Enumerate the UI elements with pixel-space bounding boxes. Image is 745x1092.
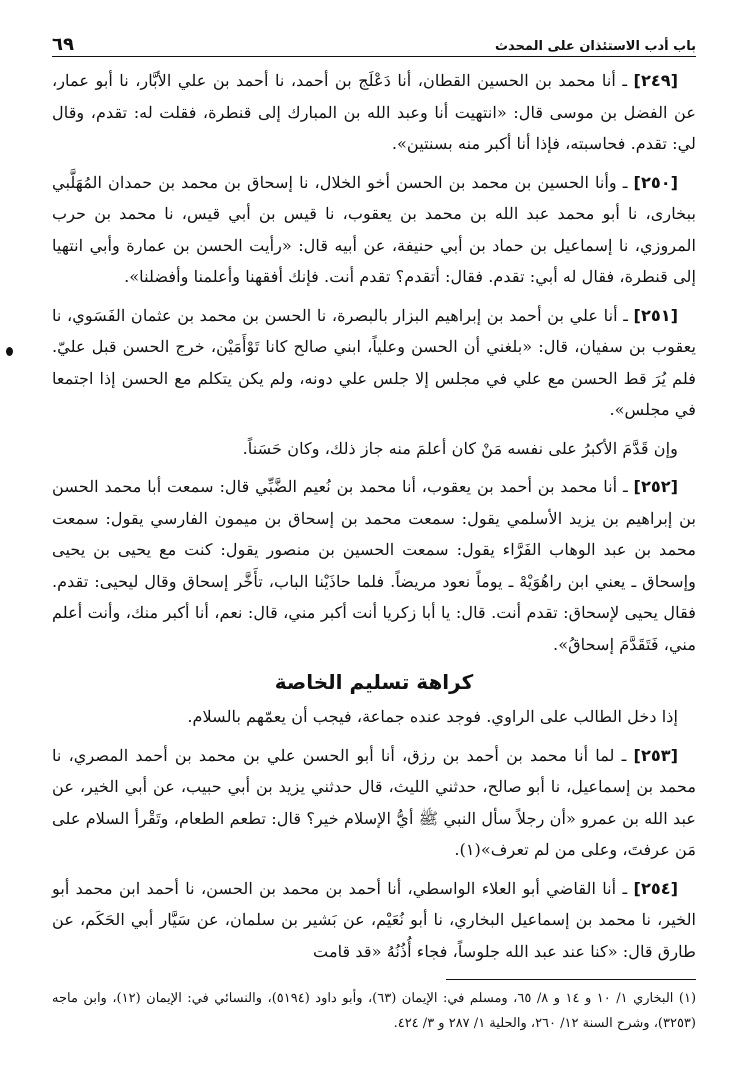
paragraph-253: [٢٥٣] ـ لما أنا محمد بن أحمد بن رزق، أنا أبو الحسن علي بن محمد بن أحمد المصري، نا محمد بن إسماعيل، نا أبو صالح، حدثني الليث، قال حدثني يزيد بن أبي حبيب، عن أبي الخير، عن عبد الله بن عمرو «أن رجلاً سأل النبي ﷺ أيُّ الإسلام خير؟ قال: تطعم الطعام، وتَقْرأ السلام على مَن عرفتَ، وعلى من لم تعرف»(١).	[52, 745, 696, 859]
paragraph-text: وإن قَدَّمَ الأكبرُ على نفسه مَنْ كان أعلمَ منه جاز ذلك، وكان حَسَناً.	[242, 438, 678, 458]
hadith-number: [٢٤٩]	[633, 71, 678, 90]
hadith-number: [٢٥٤]	[633, 878, 678, 898]
section-intro	[52, 701, 696, 733]
paragraph-249: [٢٤٩] ـ أنا محمد بن الحسين القطان، أنا دَعْلَج بن أحمد، نا أحمد بن علي الأبَّار، نا أبو عمار، عن الفضل بن موسى قال: «انتهيت أنا وعبد الله بن المبارك إلى قنطرة، فقلت له: تقدم، وقال لي: تقدم. فحاسبته، فإذا أنا أكبر منه بسنتين».	[52, 71, 696, 153]
paragraph-text: أنا القاضي أبو العلاء الواسطي، أنا أحمد بن محمد بن الحسن، نا أحمد ابن محمد أبو الخير، نا محمد بن إسماعيل البخاري، نا أبو نُعَيْم، عن بَشير بن سلمان، عن سَيَّار أبي الحَكَم، عن طارق قال: «كنا عند عبد الله جلوساً، فجاء أُذُنُهُ «قد قامت	[52, 878, 696, 961]
margin-mark	[6, 347, 13, 356]
book-page	[52, 26, 696, 1036]
paragraph-text: أنا محمد بن الحسين القطان، أنا دَعْلَج بن أحمد، نا أحمد بن علي الأبَّار، نا أبو عمار، عن الفضل بن موسى قال: «انتهيت أنا وعبد الله بن المبارك إلى قنطرة، فقلت له: تقدم، وقال لي: تقدم. فحاسبته، فإذا أنا أكبر منه بسنتين».	[52, 71, 696, 153]
paragraph-254: [٢٥٤] ـ أنا القاضي أبو العلاء الواسطي، أنا أحمد بن محمد بن الحسن، نا أحمد ابن محمد أبو الخير، نا محمد بن إسماعيل البخاري، نا أبو نُعَيْم، عن بَشير بن سلمان، عن سَيَّار أبي الحَكَم، عن طارق قال: «كنا عند عبد الله جلوساً، فجاء أُذُنُهُ «قد قامت	[52, 878, 696, 961]
paragraph-text: أنا علي بن أحمد بن إبراهيم البزار بالبصرة، نا الحسن بن محمد بن عثمان الفَسَوي، نا يعقوب بن سفيان، قال: «بلغني أن الحسن وعلياً، ابني صالح كانا تَوْأَمَيْن، خرج الحسن قبل عليّ. فلم يُرَ قط الحسن مع علي في مجلس إلا جلس علي دونه، ولم يكن يتكلم مع الحسن إذا اجتمعا في مجلس».	[52, 305, 696, 419]
commentary-paragraph	[52, 433, 696, 465]
paragraph-text: إذا دخل الطالب على الراوي. فوجد عنده جماعة، فيجب أن يعمّهم بالسلام.	[187, 707, 678, 726]
hadith-number: [٢٥١]	[633, 305, 678, 325]
running-title: باب أدب الاستئذان على المحدث	[494, 39, 696, 54]
hadith-number: [٢٥٣]	[633, 745, 678, 765]
paragraph-252: [٢٥٢] ـ أنا محمد بن أحمد بن يعقوب، أنا محمد بن نُعيم الضَّبِّي قال: سمعت أبا محمد الحسن بن إبراهيم بن يزيد الأسلمي يقول: سمعت محمد بن إسحاق بن ميمون الفارسي يقول: سمعت محمد بن عبد الوهاب الفَرَّاء يقول: سمعت الحسين بن منصور يقول: كنت مع يحيى بن يحيى وإسحاق ـ يعني ابن راهُوَيْهْ ـ يوماً نعود مريضاً. فلما حاذَيْنا الباب، تأَخَّر إسحاق وقال ليحيى: تقدم. فقال يحيى لإسحاق: تقدم أنت. قال: يا أبا زكريا أنت أكبر مني، قال: نعم، أنا أكبر منك، وأنت أعلم مني، فَتَقَدَّمَ إسحاقُ».	[52, 477, 696, 654]
hadith-number: [٢٥٠]	[633, 172, 678, 192]
paragraph-text: وأنا الحسين بن محمد بن الحسن أخو الخلال، نا إسحاق بن محمد بن حمدان المُهَلَّبي ببخارى، نا أبو محمد عبد الله بن محمد بن يعقوب، نا قيس بن أبي قيس، نا محمد بن حرب المروزي، نا إسماعيل بن حماد بن أبي حنيفة، عن أبيه قال: «رأيت الحسن بن عمارة وأبي انتهيا إلى قنطرة، فقال له أبي: تقدم. فقال: أتقدم؟ تقدم أنت. فإنك أفقهنا وأعلمنا وأفضلنا».	[52, 172, 696, 286]
hadith-number: [٢٥٢]	[633, 477, 678, 496]
footnote-divider	[446, 979, 696, 980]
paragraph-text: لما أنا محمد بن أحمد بن رزق، أنا أبو الحسن علي بن محمد بن أحمد المصري، نا محمد بن إسماعيل، نا أبو صالح، حدثني الليث، قال حدثني يزيد بن أبي حبيب، عن أبي الخير، عن عبد الله بن عمرو «أن رجلاً سأل النبي ﷺ أيُّ الإسلام خير؟ قال: تطعم الطعام، وتَقْرأ السلام على مَن عرفتَ، وعلى من لم تعرف»(١).	[52, 745, 696, 859]
paragraph-250: [٢٥٠] ـ وأنا الحسين بن محمد بن الحسن أخو الخلال، نا إسحاق بن محمد بن حمدان المُهَلَّبي ببخارى، نا أبو محمد عبد الله بن محمد بن يعقوب، نا قيس بن أبي قيس، نا محمد بن حرب المروزي، نا إسماعيل بن حماد بن أبي حنيفة، عن أبيه قال: «رأيت الحسن بن عمارة وأبي انتهيا إلى قنطرة، فقال له أبي: تقدم. فقال: أتقدم؟ تقدم أنت. فإنك أفقهنا وأعلمنا وأفضلنا».	[52, 172, 696, 286]
paragraph-251: [٢٥١] ـ أنا علي بن أحمد بن إبراهيم البزار بالبصرة، نا الحسن بن محمد بن عثمان الفَسَوي، نا يعقوب بن سفيان، قال: «بلغني أن الحسن وعلياً، ابني صالح كانا تَوْأَمَيْن، خرج الحسن قبل عليّ. فلم يُرَ قط الحسن مع علي في مجلس إلا جلس علي دونه، ولم يكن يتكلم مع الحسن إذا اجتمعا في مجلس».	[52, 305, 696, 419]
running-header	[52, 26, 696, 57]
paragraph-text: أنا محمد بن أحمد بن يعقوب، أنا محمد بن نُعيم الضَّبِّي قال: سمعت أبا محمد الحسن بن إبراهيم بن يزيد الأسلمي يقول: سمعت محمد بن إسحاق بن ميمون الفارسي يقول: سمعت محمد بن عبد الوهاب الفَرَّاء يقول: سمعت الحسين بن منصور يقول: كنت مع يحيى بن يحيى وإسحاق ـ يعني ابن راهُوَيْهْ ـ يوماً نعود مريضاً. فلما حاذَيْنا الباب، تأَخَّر إسحاق وقال ليحيى: تقدم. فقال يحيى لإسحاق: تقدم أنت. قال: يا أبا زكريا أنت أكبر مني، قال: نعم، أنا أكبر منك، وأنت أعلم مني، فَتَقَدَّمَ إسحاقُ».	[52, 477, 696, 654]
page-number: ٦٩	[52, 34, 74, 55]
footnote: (١) البخاري ١/ ١٠ و ١٤ و ٨/ ٦٥، ومسلم في: الإيمان (٦٣)، وأبو داود (٥١٩٤)، والنسائي في: الإيمان (١٢)، وابن ماجه (٣٢٥٣)، وشرح السنة ١٢/ ٢٦٠، والحلية ١/ ٢٨٧ و ٣/ ٤٢٤.	[52, 991, 697, 1031]
section-heading: كراهة تسليم الخاصة	[274, 670, 474, 694]
